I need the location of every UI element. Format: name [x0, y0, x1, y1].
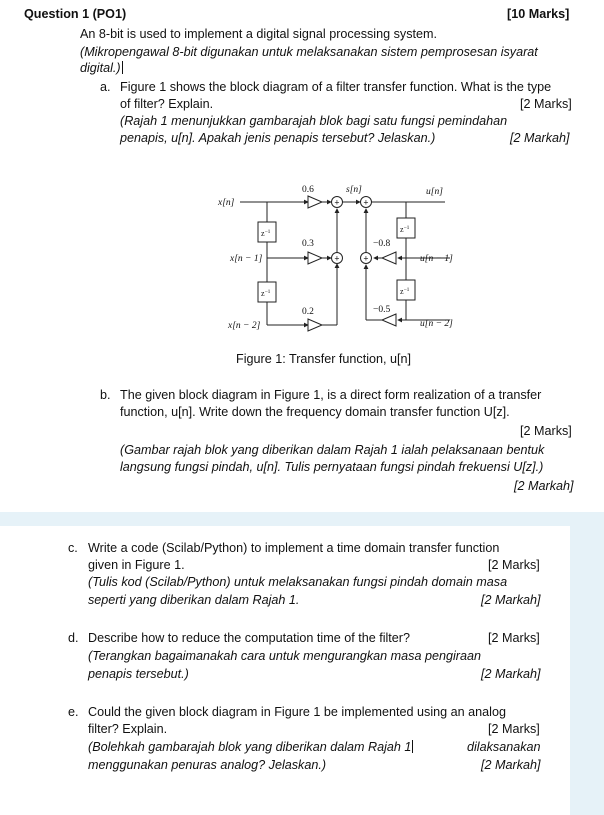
label-x-n-2: x[n − 2] [228, 321, 261, 331]
part-d-malay-line1: (Terangkan bagaimanakah cara untuk mengurangkan masa pengiraan [88, 649, 482, 663]
coef-b0: 0.6 [302, 185, 314, 195]
part-d-english-line1: Describe how to reduce the computation time of the filter? [88, 631, 411, 645]
part-c-english-line1: Write a code (Scilab/Python) to implement a time domain transfer function [88, 541, 500, 555]
part-b-english-line2: function, u[n]. Write down the frequency domain transfer function U[z]. [120, 405, 510, 419]
question-marks: [10 Marks] [507, 7, 570, 21]
svg-text:z−1: $z^{-1}$ [261, 289, 271, 298]
adder-plus: + [334, 197, 340, 208]
coef-a2: −0.5 [373, 305, 391, 315]
part-a-malay-line2: penapis, u[n]. Apakah jenis penapis tersebut? Jelaskan.) [120, 131, 436, 145]
coef-a1: −0.8 [373, 239, 391, 249]
label-x-n: x[n] [218, 198, 235, 208]
part-b-markah: [2 Markah] [514, 479, 574, 493]
part-c-markah: [2 Markah] [481, 593, 541, 607]
page-margin-band [570, 526, 604, 815]
adder-plus: + [363, 253, 369, 264]
part-e-markah: [2 Markah] [481, 758, 541, 772]
svg-text:z−1: $z^{-1}$ [261, 229, 271, 238]
part-c-malay-line1: (Tulis kod (Scilab/Python) untuk melaksanakan fungsi pindah domain masa [88, 575, 508, 589]
filter-block-diagram [210, 180, 470, 342]
label-x-n-1: x[n − 1] [230, 254, 263, 264]
part-e-marks: [2 Marks] [488, 722, 540, 736]
part-a-malay-line1: (Rajah 1 menunjukkan gambarajah blok bagi satu fungsi pemindahan [120, 114, 508, 128]
intro-malay-line1: (Mikropengawal 8-bit digunakan untuk melaksanakan sistem pemprosesan isyarat [80, 45, 538, 59]
exam-page-2 [0, 526, 604, 815]
part-e-malay-line1a: (Bolehkah gambarajah blok yang diberikan dalam Rajah 1 [88, 740, 412, 754]
page-gap [0, 512, 604, 526]
coef-b1: 0.3 [302, 239, 314, 249]
part-d-markah: [2 Markah] [481, 667, 541, 681]
part-a-english-line2: of filter? Explain. [120, 97, 214, 111]
text-cursor [122, 61, 123, 74]
part-b-marks: [2 Marks] [520, 424, 572, 438]
part-c-marks: [2 Marks] [488, 558, 540, 572]
part-a-markah: [2 Markah] [510, 131, 570, 145]
part-a-label: a. [100, 80, 111, 94]
label-s-n: s[n] [346, 185, 362, 195]
coef-b2: 0.2 [302, 307, 314, 317]
adder-plus: + [363, 197, 369, 208]
part-b-malay-line2: langsung fungsi pindah, u[n]. Tulis pernyataan fungsi pindah frekuensi U[z].) [120, 460, 544, 474]
svg-text:z−1: $z^{-1}$ [400, 225, 410, 234]
part-d-label: d. [68, 631, 79, 645]
part-e-english-line2: filter? Explain. [88, 722, 168, 736]
adder-plus: + [334, 253, 340, 264]
part-e-label: e. [68, 705, 79, 719]
intro-malay-line2: digital.) [80, 61, 121, 75]
svg-text:z−1: $z^{-1}$ [400, 287, 410, 296]
figure-caption: Figure 1: Transfer function, u[n] [236, 352, 412, 366]
question-title: Question 1 (PO1) [24, 7, 127, 21]
label-u-n-2: u[n − 2] [420, 319, 453, 329]
part-c-label: c. [68, 541, 78, 555]
part-b-label: b. [100, 388, 111, 402]
part-a-marks: [2 Marks] [520, 97, 572, 111]
part-a-english-line1: Figure 1 shows the block diagram of a filter transfer function. What is the type [120, 80, 552, 94]
part-b-malay-line1: (Gambar rajah blok yang diberikan dalam Rajah 1 ialah pelaksanaan bentuk [120, 443, 545, 457]
part-e-malay-line2: menggunakan penuras analog? Jelaskan.) [88, 758, 327, 772]
text-cursor [412, 740, 413, 753]
part-d-marks: [2 Marks] [488, 631, 540, 645]
label-u-n-1: u[n − 1] [420, 254, 453, 264]
part-c-malay-line2: seperti yang diberikan dalam Rajah 1. [88, 593, 300, 607]
part-c-english-line2: given in Figure 1. [88, 558, 185, 572]
part-e-malay-line1b: dilaksanakan [467, 740, 541, 754]
label-u-n: u[n] [426, 187, 443, 197]
intro-english: An 8-bit is used to implement a digital signal processing system. [80, 27, 437, 41]
part-d-malay-line2: penapis tersebut.) [88, 667, 189, 681]
part-b-english-line1: The given block diagram in Figure 1, is a direct form realization of a transfer [120, 388, 542, 402]
part-e-english-line1: Could the given block diagram in Figure 1 be implemented using an analog [88, 705, 506, 719]
